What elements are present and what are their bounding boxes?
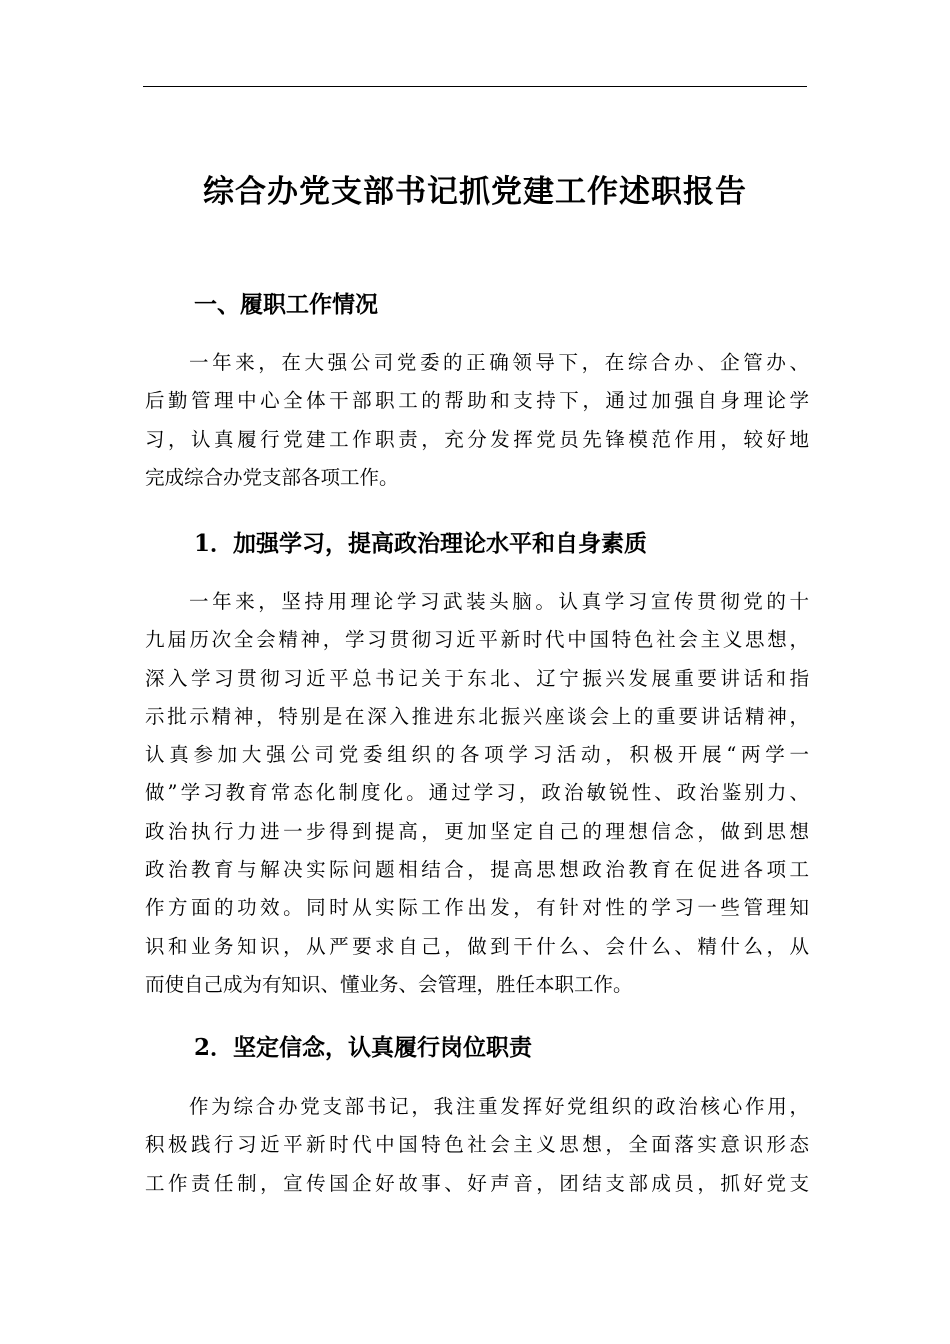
- paragraph-line: 完成综合办党支部各项工作。: [145, 465, 399, 489]
- paragraph-line: 政治执行力进一步得到提高，更加坚定自己的理想信念，做到思想: [145, 819, 809, 843]
- paragraph-line: 一年来，坚持用理论学习武装头脑。认真学习宣传贯彻党的十: [189, 590, 809, 613]
- paragraph-line: 示批示精神，特别是在深入推进东北振兴座谈会上的重要讲话精神，: [145, 704, 809, 728]
- intro-paragraph: [145, 344, 809, 497]
- paragraph-line: 识和业务知识，从严要求自己，做到干什么、会什么、精什么，从: [145, 934, 809, 958]
- paragraph-line: 政治教育与解决实际问题相结合，提高思想政治教育在促进各项工: [145, 858, 809, 882]
- paragraph-line: 做”学习教育常态化制度化。通过学习，政治敏锐性、政治鉴别力、: [145, 781, 809, 805]
- paragraph-line: 一年来，在大强公司党委的正确领导下，在综合办、企管办、: [189, 351, 809, 374]
- subsection-2-paragraph: [145, 1088, 809, 1203]
- paragraph-line: 而使自己成为有知识、懂业务、会管理，胜任本职工作。: [145, 972, 633, 996]
- paragraph-line: 九届历次全会精神，学习贯彻习近平新时代中国特色社会主义思想，: [145, 628, 809, 652]
- paragraph-line: 积极践行习近平新时代中国特色社会主义思想，全面落实意识形态: [145, 1133, 809, 1157]
- subsection-1-paragraph: [145, 583, 809, 1004]
- section-heading: 一、履职工作情况: [194, 291, 378, 318]
- paragraph-line: 工作责任制，宣传国企好故事、好声音，团结支部成员，抓好党支: [145, 1171, 809, 1195]
- paragraph-line: 深入学习贯彻习近平总书记关于东北、辽宁振兴发展重要讲话和指: [145, 666, 809, 690]
- paragraph-line: 作方面的功效。同时从实际工作出发，有针对性的学习一些管理知: [145, 896, 809, 920]
- paragraph-line: 作为综合办党支部书记，我注重发挥好党组织的政治核心作用，: [189, 1095, 809, 1118]
- header-rule: [143, 86, 807, 87]
- paragraph-line: 后勤管理中心全体干部职工的帮助和支持下，通过加强自身理论学: [145, 389, 809, 413]
- document-title: 综合办党支部书记抓党建工作述职报告: [203, 174, 747, 210]
- paragraph-line: 习，认真履行党建工作职责，充分发挥党员先锋模范作用，较好地: [145, 427, 809, 451]
- subsection-heading-2: 2．坚定信念，认真履行岗位职责: [194, 1034, 533, 1061]
- paragraph-line: 认真参加大强公司党委组织的各项学习活动，积极开展“两学一: [145, 743, 809, 767]
- subsection-heading-1: 1．加强学习，提高政治理论水平和自身素质: [194, 530, 648, 557]
